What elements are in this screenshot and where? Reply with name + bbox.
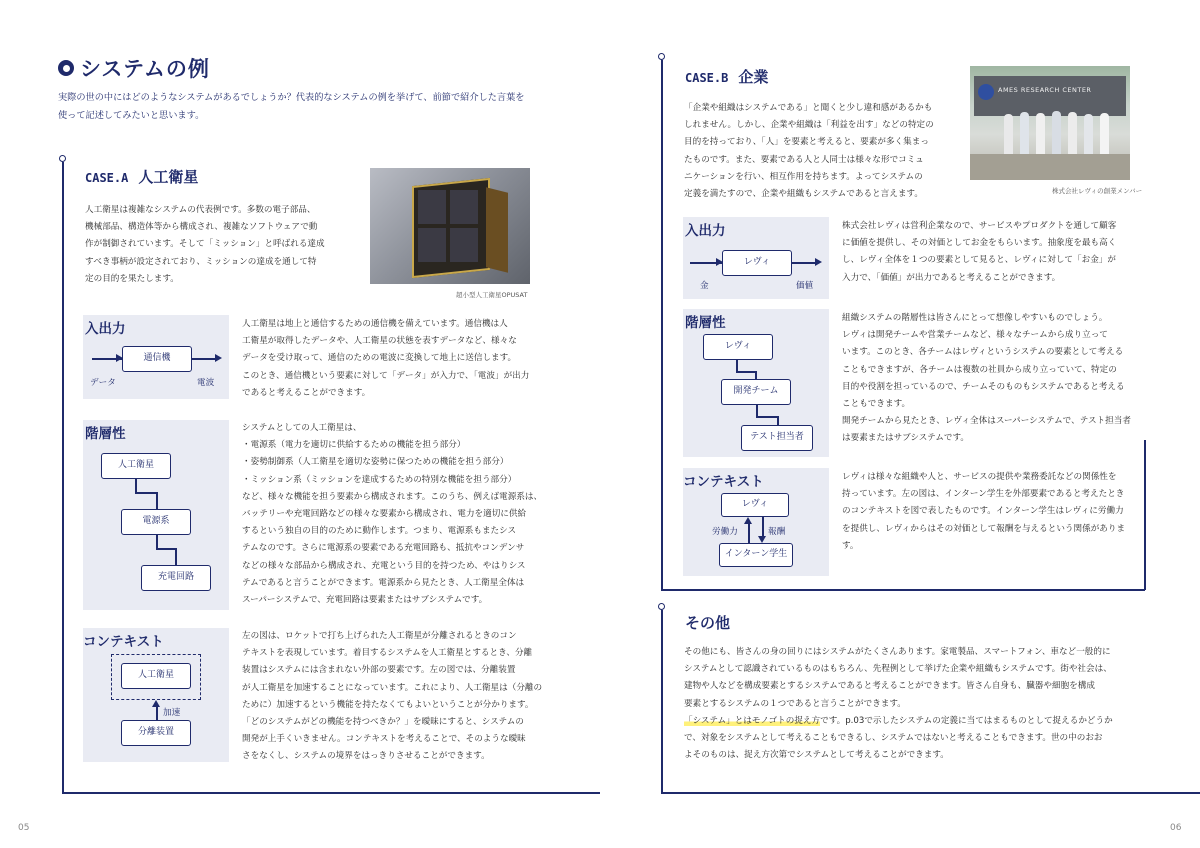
io-output-label: 電波 <box>197 378 215 388</box>
hierarchy-connector <box>156 492 158 509</box>
hierarchy-box-tester: テスト担当者 <box>741 425 813 451</box>
io-box-communicator: 通信機 <box>122 346 192 372</box>
case-a-heading: CASE.A 人工衛星 <box>85 168 199 186</box>
arrow-head <box>744 517 752 524</box>
arrow-head <box>758 536 766 543</box>
io-box-levii: レヴィ <box>722 250 792 276</box>
hierarchy-box-levii: レヴィ <box>703 334 773 360</box>
hierarchy-box-dev-team: 開発チーム <box>721 379 791 405</box>
other-text: その他にも、皆さんの身の回りにはシステムがたくさんあります。家電製品、スマートフォン、車など一般的に システムとして認識されているものはもちろん、先程例として挙げた企業や組織もシステムです。街や社会は、 建物や人などを構成要素とするシステムであると考えることができます。皆さん自身も、臓器や細胞を構成 要素とするシステムの１つであると言うことができます。 「システム」とはモノゴトの捉え方です。p.03で示したシステムの定義に当てはまるものとして捉えるかどうか で、対象をシステムとして考えることもできるし、システムではないと考えることもできます。世の中のおお よそのものは、捉え方次第でシステムとして考えることができます。 <box>684 647 1113 761</box>
hierarchy-connector <box>135 479 137 493</box>
context-arrow-labor <box>748 523 750 543</box>
context-box-separator: 分離装置 <box>121 720 191 746</box>
case-b-io-text: 株式会社レヴィは営利企業なので、サービスやプロダクトを通して顧客 に価値を提供し、その対価としてお金をもらいます。抽象度を最も高く し、レヴィ全体を１つの要素として見ると、レヴィに対して「お金」が 入力で、「価値」が出力であると考えることができます。 <box>842 221 1117 283</box>
frame-line-bottom <box>62 792 600 794</box>
context-arrow <box>156 706 158 720</box>
arrow-head <box>716 258 723 266</box>
team-photo <box>970 66 1130 180</box>
page-number-left: 05 <box>18 823 30 833</box>
context-arrow-reward <box>762 517 764 537</box>
case-b-hierarchy-text: 組織システムの階層性は皆さんにとって想像しやすいものでしょう。 レヴィは開発チームや営業チームなど、様々なチームから成り立って います。このとき、各チームはレヴィというシステムの要素として考える こともできますが、各チームは複数の社員から成り立っていて、特定の 目的や役割を担っているので、チームそのものもシステムであると考える こともできます。 開発チームから見たとき、レヴィ全体はスーパーシステムで、テスト担当者 は要素またはサブシステムです。 <box>842 313 1131 444</box>
frame-line-bottom <box>661 589 1145 591</box>
frame-line-vertical <box>661 610 663 793</box>
case-b-description: 「企業や組織はシステムである」と聞くと少し違和感があるかも しれません。しかし、企業や組織は「利益を出す」などの特定の 目的を持っており、「人」を要素と考えると、要素が多く集まっ たものです。また、要素である人と人同士は様々な形でコミュ ニケーションを行い、相互作用を持ちます。よってシステムの 定義を満たすので、企業や組織もシステムであると言えます。 <box>684 103 934 200</box>
frame-dot <box>658 53 665 60</box>
hierarchy-connector <box>756 416 778 418</box>
other-heading: その他 <box>685 614 731 632</box>
context-box-intern: インターン学生 <box>719 543 793 567</box>
io-output-label: 価値 <box>796 281 814 291</box>
hierarchy-connector <box>175 548 177 565</box>
highlighted-phrase: 「システム」とはモノゴトの捉え方 <box>684 715 821 726</box>
case-a-context-heading: コンテキスト <box>83 634 164 650</box>
hierarchy-box-satellite: 人工衛星 <box>101 453 171 479</box>
frame-dot <box>59 155 66 162</box>
arrow-head <box>815 258 822 266</box>
page-number-right: 06 <box>1170 823 1182 833</box>
case-a-hierarchy-text: システムとしての人工衛星は、 ・電源系（電力を適切に供給するための機能を担う部分） ・姿勢制御系（人工衛星を適切な姿勢に保つための機能を担う部分） ・ミッション系（ミッションを達成するための特別な機能を担う部分） など、様々な機能を担う要素から構成されます。このうち、例えば電源系は、 バッテリーや充電回路などの様々な要素から構成され、電力を適切に供給 するという独自の目的のために動作します。つまり、電源系もまたシス テムなのです。さらに電源系の要素である充電回路も、抵抗やコンデンサ などの様々な部品から構成され、充電という目的を持つため、やはりシス テムであると言うことができます。電源系から見たとき、人工衛星全体は スーパーシステムで、充電回路は要素またはサブシステムです。 <box>242 423 543 606</box>
case-b-hierarchy-heading: 階層性 <box>685 315 726 331</box>
case-b-context-heading: コンテキスト <box>683 474 764 490</box>
context-box-levii: レヴィ <box>721 493 789 517</box>
case-a-context-text: 左の図は、ロケットで打ち上げられた人工衛星が分離されるときのコン テキストを表現しています。着目するシステムを人工衛星とするとき、分離 装置はシステムには含まれない外部の要素です。左の図では、分離装置 が人工衛星を加速することになっています。これにより、人工衛星は（分離の ために）加速するという機能を持たなくてもよいということが分かります。 「どのシステムがどの機能を持つべきか？」を曖昧にすると、システムの 開発が上手くいきません。コンテキストを考えることで、そのような曖昧 さをなくし、システムの境界をはっきりさせることができます。 <box>242 631 543 762</box>
section-title: システムの例 <box>80 57 210 81</box>
hierarchy-connector <box>156 548 176 550</box>
team-photo-sign: AMES RESEARCH CENTER <box>998 86 1092 94</box>
section-title-icon <box>58 60 74 76</box>
hierarchy-box-charger: 充電回路 <box>141 565 211 591</box>
hierarchy-connector <box>135 492 157 494</box>
case-a-io-heading: 入出力 <box>85 321 126 337</box>
hierarchy-connector <box>755 371 757 379</box>
case-a-io-text: 人工衛星は地上と通信するための通信機を備えています。通信機は人 工衛星が取得したデータや、人工衛星の状態を表すデータなど、様々な データを受け取って、通信のための電波に変換して地上に送信します。 このとき、通信機という要素に対して「データ」が入力で、「電波」が出力 であると考えることができます。 <box>242 319 530 398</box>
case-b-heading: CASE.B 企業 <box>685 68 769 86</box>
satellite-photo-caption: 超小型人工衛星OPUSAT <box>456 291 528 299</box>
case-a-hierarchy-heading: 階層性 <box>85 426 126 442</box>
context-box-satellite: 人工衛星 <box>121 663 191 689</box>
frame-line-bottom <box>661 792 1200 794</box>
hierarchy-connector <box>736 371 756 373</box>
io-input-label: 金 <box>700 281 709 291</box>
context-arrow-label: 加速 <box>163 708 181 718</box>
arrow-head <box>215 354 222 362</box>
io-input-label: データ <box>90 378 116 388</box>
frame-line-vertical <box>62 162 64 792</box>
arrow-head <box>116 354 123 362</box>
frame-line-vertical <box>661 60 663 590</box>
case-b-io-heading: 入出力 <box>685 223 726 239</box>
team-photo-caption: 株式会社レヴィの創業メンバー <box>1052 187 1143 195</box>
case-b-context-text: レヴィは様々な組織や人と、サービスの提供や業務委託などの関係性を 持っています。左の図は、インターン学生を外部要素であると考えたとき のコンテキストを図で表したものです。インターン学生はレヴィに労働力 を提供し、レヴィからはその対価として報酬を与えるという関係がありま す。 <box>842 472 1126 551</box>
intro-text: 実際の世の中にはどのようなシステムがあるでしょうか？代表的なシステムの例を挙げて、前節で紹介した言葉を 使って記述してみたいと思います。 <box>58 92 525 121</box>
context-label-reward: 報酬 <box>768 527 786 537</box>
satellite-photo <box>370 168 530 284</box>
case-a-description: 人工衛星は複雑なシステムの代表例です。多数の電子部品、 機械部品、構造体等から構成され、複雑なソフトウェアで動 作が制御されています。そして「ミッション」と呼ばれる達成 すべき事柄が設定されており、ミッションの達成を通して特 定の目的を果たします。 <box>85 205 325 284</box>
hierarchy-connector <box>777 416 779 425</box>
frame-dot <box>658 603 665 610</box>
hierarchy-box-power: 電源系 <box>121 509 191 535</box>
context-label-labor: 労働力 <box>712 527 738 537</box>
hierarchy-connector <box>156 535 158 549</box>
arrow-head <box>152 700 160 707</box>
